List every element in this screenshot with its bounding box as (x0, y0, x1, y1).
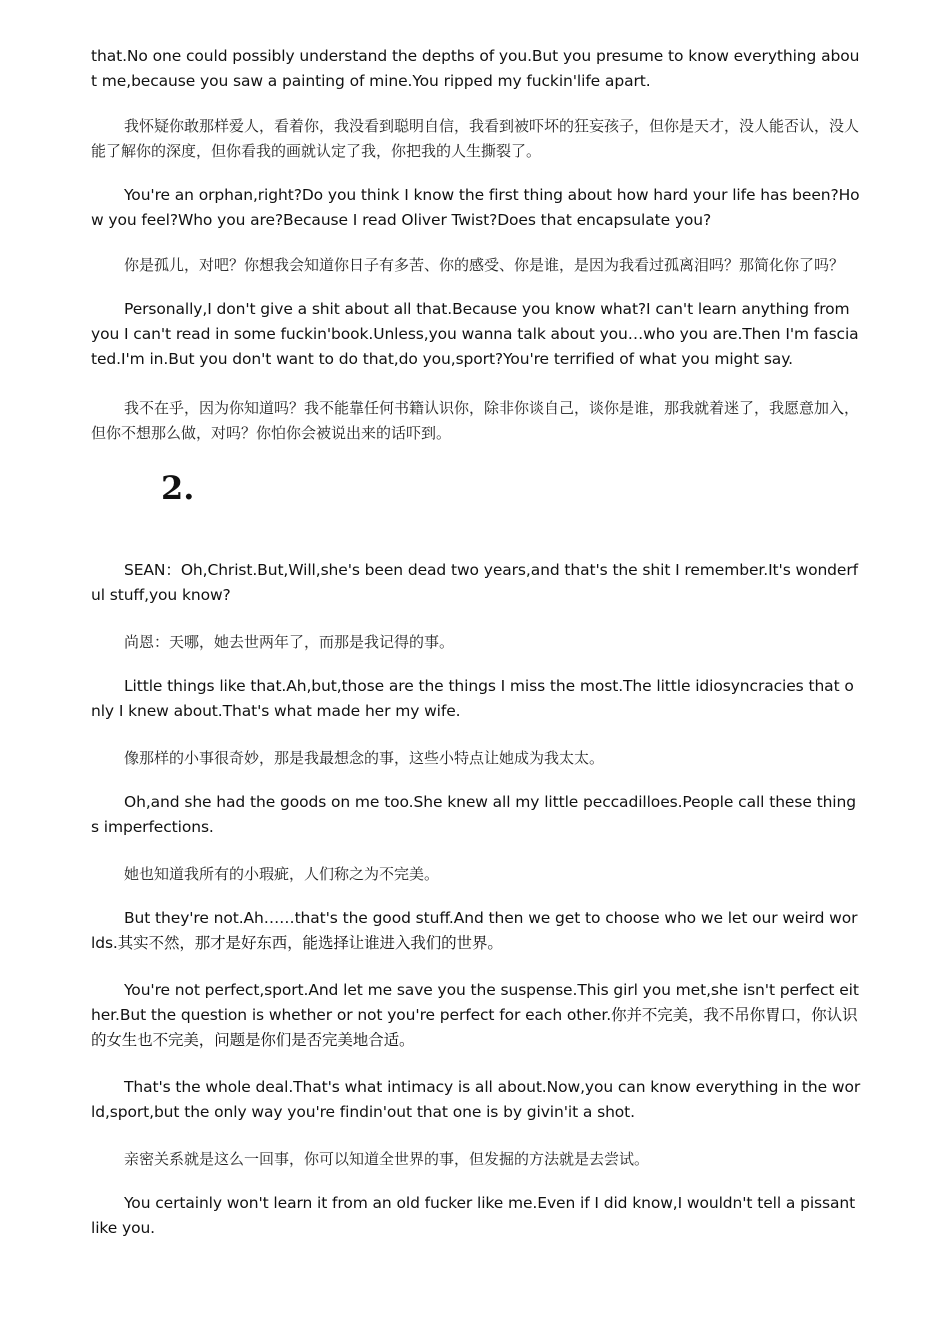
paragraph-english: You certainly won't learn it from an old fucker like me.Even if I did know,I wouldn't tell a pissant like you. (91, 1194, 856, 1237)
paragraph-english: Little things like that.Ah,but,those are the things I miss the most.The little idiosyncracies that only I knew about.That's what made her my wife. (91, 677, 854, 720)
paragraph-mixed: But they're not.Ah……that's the good stuff.And then we get to choose who we let our weird worlds.其实不然，那才是好东西，能选择让谁进入我们的世界。 (91, 909, 858, 952)
section-heading: 2. (161, 469, 195, 507)
paragraph-english: Personally,I don't give a shit about all that.Because you know what?I can't learn anything from you I can't read in some fuckin'book.Unless,you wanna talk about you…who you are.Then I'm fasciated.I'm in.But you don't want to do that,do you,sport?You're terrified of what you might say. (91, 300, 859, 368)
paragraph-english: That's the whole deal.That's what intimacy is all about.Now,you can know everything in the world,sport,but the only way you're findin'out that one is by givin'it a shot. (91, 1078, 861, 1121)
paragraph-english: that.No one could possibly understand the depths of you.But you presume to know everything about me,because you saw a painting of mine.You ripped my fuckin'life apart. (91, 47, 860, 90)
paragraph-chinese: 亲密关系就是这么一回事，你可以知道全世界的事，但发掘的方法就是去尝试。 (124, 1150, 650, 1168)
paragraph-english: SEAN：Oh,Christ.But,Will,she's been dead two years,and that's the shit I remember.It's wonderful stuff,you know? (91, 561, 858, 604)
paragraph-chinese: 她也知道我所有的小瑕疵，人们称之为不完美。 (124, 865, 440, 883)
paragraph-english: You're an orphan,right?Do you think I know the first thing about how hard your life has been?How you feel?Who you are?Because I read Oliver Twist?Does that encapsulate you? (91, 186, 860, 229)
document-page (91, 44, 861, 1241)
paragraph-chinese: 尚恩：天哪，她去世两年了，而那是我记得的事。 (124, 633, 455, 651)
paragraph-chinese: 我不在乎，因为你知道吗？我不能靠任何书籍认识你，除非你谈自己，谈你是谁，那我就着迷了，我愿意加入，但你不想那么做，对吗？你怕你会被说出来的话吓到。 (91, 399, 860, 442)
paragraph-chinese: 我怀疑你敢那样爱人，看着你，我没看到聪明自信，我看到被吓坏的狂妄孩子，但你是天才，没人能否认，没人能了解你的深度，但你看我的画就认定了我，你把我的人生撕裂了。 (91, 117, 860, 160)
paragraph-english: Oh,and she had the goods on me too.She knew all my little peccadilloes.People call these things imperfections. (91, 793, 856, 836)
paragraph-chinese: 像那样的小事很奇妙，那是我最想念的事，这些小特点让她成为我太太。 (124, 749, 605, 767)
paragraph-chinese: 你是孤儿，对吧？你想我会知道你日子有多苦、你的感受、你是谁，是因为我看过孤离泪吗？那简化你了吗？ (124, 256, 845, 274)
paragraph-mixed: You're not perfect,sport.And let me save you the suspense.This girl you met,she isn't perfect either.But the question is whether or not you're perfect for each other.你并不完美，我不吊你胃口，你认识的女生也不完美，问题是你们是否完美地合适。 (91, 981, 859, 1049)
